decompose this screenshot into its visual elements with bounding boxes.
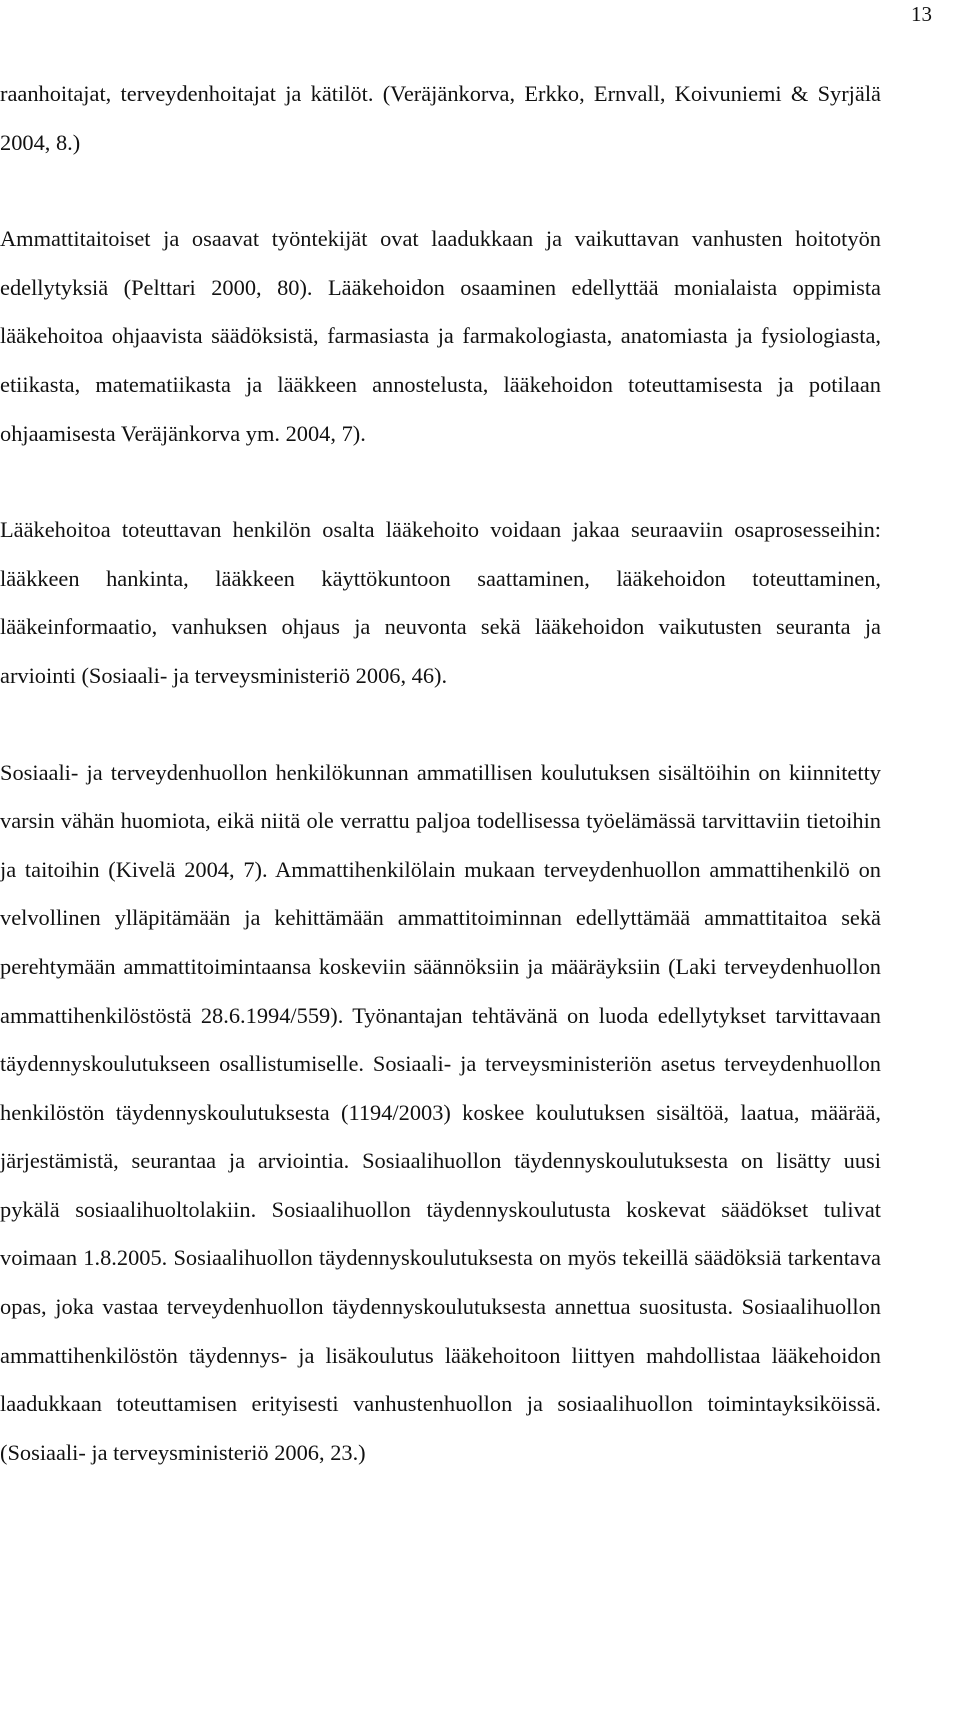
paragraph-4: Sosiaali- ja terveydenhuollon henkilökunnan ammatillisen koulutuksen sisältöihin on kiinnitetty varsin vähän huomiota, eikä niitä ole verrattu paljoa todellisessa työelämässä tarvittaviin tietoihin ja taitoihin (Kivelä 2004, 7). Ammattihenkilölain mukaan terveydenhuollon ammattihenkilö on velvollinen ylläpitämään ja kehittämään ammattitoiminnan edellyttämää ammattitaitoa sekä perehtymään ammattitoimintaansa koskeviin säännöksiin ja määräyksiin (Laki terveydenhuollon ammattihenkilöstöstä 28.6.1994/559). Työnantajan tehtävänä on luoda edellytykset tarvittavaan täydennyskoulutukseen osallistumiselle. Sosiaali- ja terveysministeriön asetus terveydenhuollon henkilöstön täydennyskoulutuksesta (1194/2003) koskee koulutuksen sisältöä, laatua, määrää, järjestämistä, seurantaa ja arviointia. Sosiaalihuollon täydennyskoulutuksesta on lisätty uusi pykälä sosiaalihuoltolakiin. Sosiaalihuollon täydennyskoulutusta koskevat säädökset tulivat voimaan 1.8.2005. Sosiaalihuollon täydennyskoulutuksesta on myös tekeillä säädöksiä tarkentava opas, joka vastaa terveydenhuollon täydennyskoulutuksesta annettua suositusta. Sosiaalihuollon ammattihenkilöstön täydennys- ja lisäkoulutus lääkehoitoon liittyen mahdollistaa lääkehoidon laadukkaan toteuttamisen erityisesti vanhustenhuollon ja sosiaalihuollon toimintayksiköissä. (Sosiaali- ja terveysministeriö 2006, 23.) <box>0 759 881 1465</box>
paragraph-3: Lääkehoitoa toteuttavan henkilön osalta lääkehoito voidaan jakaa seuraaviin osaprosesseihin: lääkkeen hankinta, lääkkeen käyttökuntoon saattaminen, lääkehoidon toteuttaminen, lääkeinformaatio, vanhuksen ohjaus ja neuvonta sekä lääkehoidon vaikutusten seuranta ja arviointi (Sosiaali- ja terveysministeriö 2006, 46). <box>0 517 881 688</box>
page-number: 13 <box>911 2 932 26</box>
paragraph-2: Ammattitaitoiset ja osaavat työntekijät ovat laadukkaan ja vaikuttavan vanhusten hoitotyön edellytyksiä (Pelttari 2000, 80). Lääkehoidon osaaminen edellyttää monialaista oppimista lääkehoitoa ohjaavista säädöksistä, farmasiasta ja farmakologiasta, anatomiasta ja fysiologiasta, etiikasta, matematiikasta ja lääkkeen annostelusta, lääkehoidon toteuttamisesta ja potilaan ohjaamisesta Veräjänkorva ym. 2004, 7). <box>0 226 881 446</box>
paragraph-1: raanhoitajat, terveydenhoitajat ja kätilöt. (Veräjänkorva, Erkko, Ernvall, Koivuniemi & Syrjälä 2004, 8.) <box>0 81 881 155</box>
document-body <box>0 70 881 1477</box>
